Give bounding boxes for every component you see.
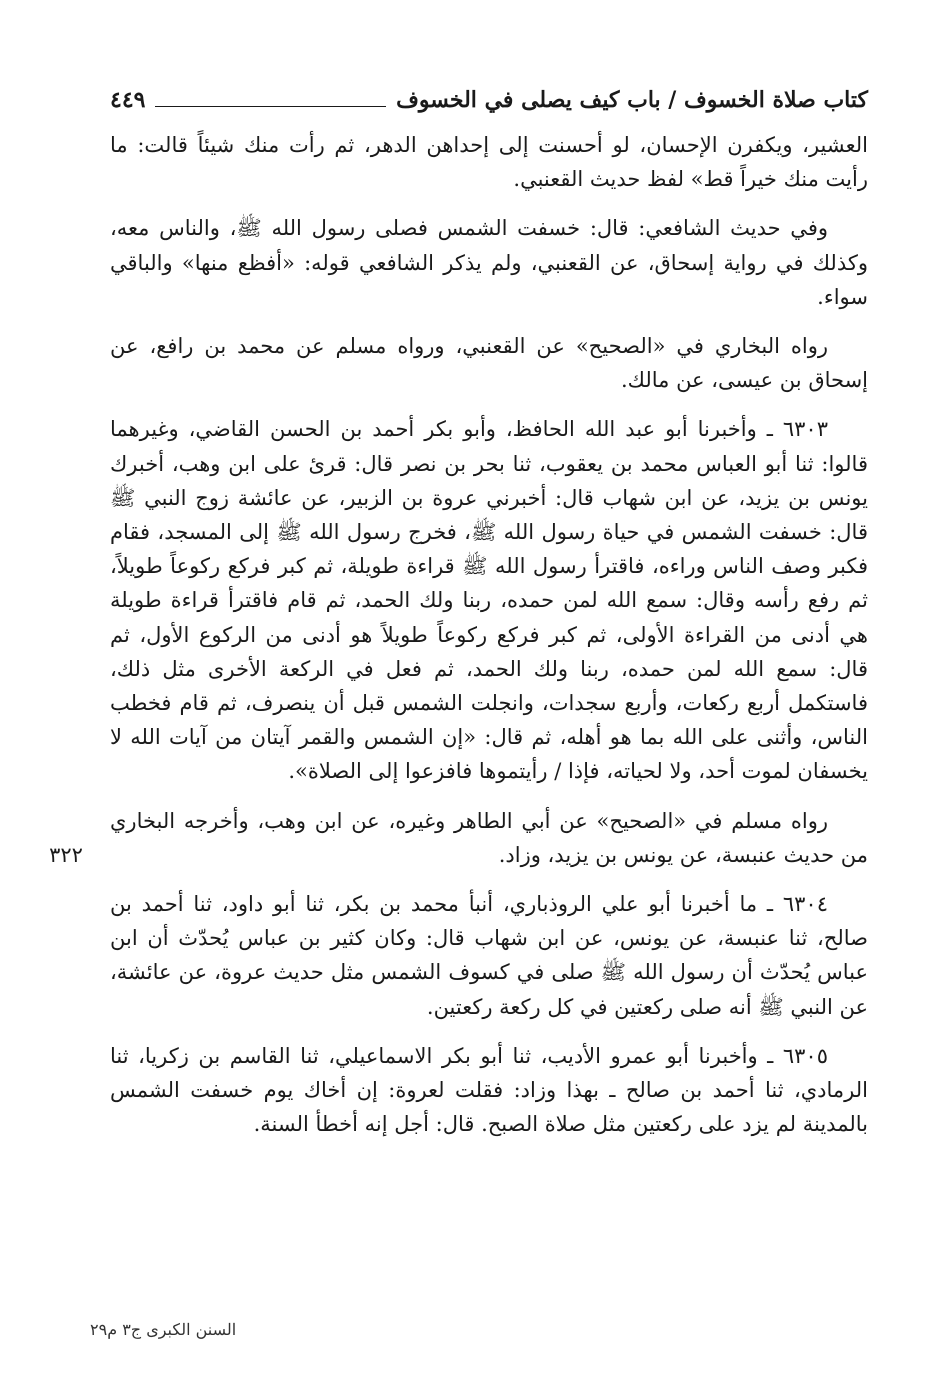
paragraph-continuation: العشير، ويكفرن الإحسان، لو أحسنت إلى إحداهن الدهر، ثم رأت منك شيئاً قالت: ما رأيت منك خيراً قط» لفظ حديث القعنبي.: [110, 133, 868, 192]
running-header: [110, 80, 868, 120]
header-rule: [155, 106, 386, 107]
footer-signature: السنن الكبرى ج٣ م٢٩: [90, 1320, 237, 1339]
paragraph-muslim: رواه مسلم في «الصحيح» عن أبي الطاهر وغيره، عن ابن وهب، وأخرجه البخاري من حديث عنبسة، عن يونس بن يزيد، وزاد.: [110, 808, 868, 867]
paragraph-shafii: وفي حديث الشافعي: قال: خسفت الشمس فصلى رسول الله ﷺ، والناس معه، وكذلك في رواية إسحاق، عن القعنبي، ولم يذكر الشافعي قوله: «أفظع منها» والباقي سواء.: [110, 216, 868, 309]
hadith-6303: ٦٣٠٣ ـ وأخبرنا أبو عبد الله الحافظ، وأبو بكر أحمد بن الحسن القاضي، وغيرهما قالوا: ثنا أبو العباس محمد بن يعقوب، ثنا بحر بن نصر قال: قرئ على ابن وهب، أخبرك يونس بن يزيد، عن ابن شهاب قال: أخبرني عروة بن الزبير، عن عائشة زوج النبي ﷺ قال: خسفت الشمس في حياة رسول الله ﷺ، فخرج رسول الله ﷺ إلى المسجد، فقام فكبر وصف الناس وراءه، فاقترأ رسول الله ﷺ قراءة طويلة، ثم كبر فركع ركوعاً طويلاً، ثم رفع رأسه وقال: سمع الله لمن حمده، ربنا ولك الحمد، ثم قام فاقترأ قراءة طويلة هي أدنى من القراءة الأولى، ثم كبر فركع ركوعاً طويلاً هو أدنى من الركوع الأول، ثم قال: سمع الله لمن حمده، ربنا ولك الحمد، ثم فعل في الركعة الأخرى مثل ذلك، فاستكمل أربع ركعات، وأربع سجدات، وانجلت الشمس قبل أن ينصرف، ثم قام فخطب الناس، وأثنى على الله بما هو أهله، ثم قال: «إن الشمس والقمر آيتان من آيات الله لا يخسفان لموت أحد، ولا لحياته، فإذا / رأيتموها فافزعوا إلى الصلاة».: [110, 417, 868, 784]
margin-reference: ٣٢٢: [49, 843, 83, 867]
paragraph-bukhari: رواه البخاري في «الصحيح» عن القعنبي، ورواه مسلم عن محمد بن رافع، عن إسحاق بن عيسى، عن مالك.: [110, 334, 868, 393]
body-text: [110, 128, 868, 1156]
header-title: كتاب صلاة الخسوف / باب كيف يصلى في الخسوف: [396, 87, 868, 113]
hadith-6305: ٦٣٠٥ ـ وأخبرنا أبو عمرو الأديب، ثنا أبو بكر الاسماعيلي، ثنا القاسم بن زكريا، ثنا الرمادي، ثنا أحمد بن صالح ـ بهذا وزاد: فقلت لعروة: إن أخاك يوم خسفت الشمس بالمدينة لم يزد على ركعتين مثل صلاة الصبح. قال: أجل إنه أخطأ السنة.: [110, 1043, 868, 1137]
page-number: ٤٤٩: [110, 87, 146, 113]
hadith-6304: ٦٣٠٤ ـ ما أخبرنا أبو علي الروذباري، أنبأ محمد بن بكر، ثنا أبو داود، ثنا أحمد بن صالح، ثنا عنبسة، عن يونس، عن ابن شهاب قال: وكان كثير بن عباس يُحدّث أن ابن عباس يُحدّث أن رسول الله ﷺ صلى في كسوف الشمس مثل حديث عروة، عن عائشة، عن النبي ﷺ أنه صلى ركعتين في كل ركعة ركعتين.: [110, 892, 868, 1019]
